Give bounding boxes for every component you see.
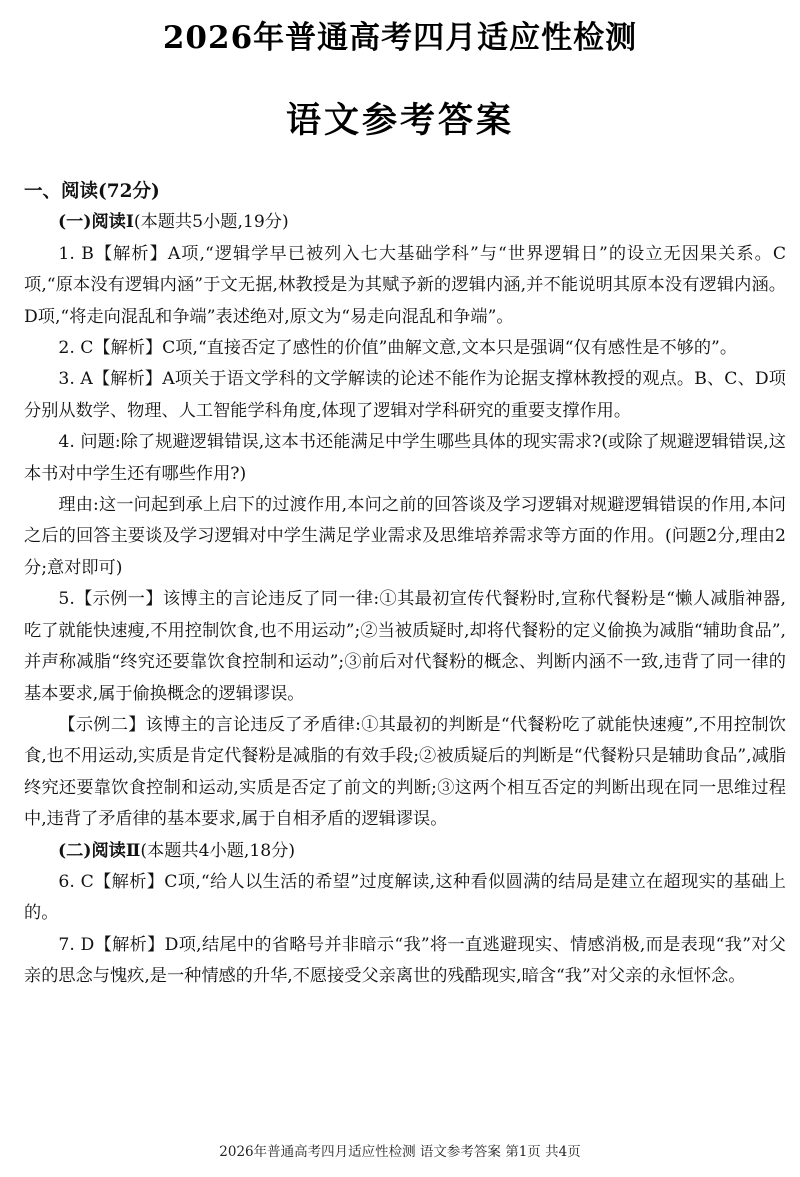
page-footer: 2026年普通高考四月适应性检测 语文参考答案 第1页 共4页 [219, 1144, 581, 1160]
subsection-reading-1-label: (一)阅读Ⅰ [58, 212, 134, 233]
document-subtitle: 语文参考答案 [285, 100, 514, 141]
answer-content [24, 176, 786, 993]
answer-q4-reason: 理由:这一问起到承上启下的过渡作用,本问之前的回答谈及学习逻辑对规避逻辑错误的作用,本问之后的回答主要谈及学习逻辑对中学生满足学业需求及思维培养需求等方面的作用。(问题2分,理由2分;意对即可) [24, 495, 786, 578]
section-heading-reading: 一、阅读(72分) [24, 181, 160, 202]
answer-q2: 2. C【解析】C项,“直接否定了感性的价值”曲解文意,文本只是强调“仅有感性是不够的”。 [58, 338, 738, 359]
answer-q5-example-1: 5.【示例一】该博主的言论违反了同一律:①其最初宣传代餐粉时,宣称代餐粉是“懒人减脂神器,吃了就能快速瘦,不用控制饮食,也不用运动”;②当被质疑时,却将代餐粉的定义偷换为减脂“辅助食品”,并声称减脂“终究还要靠饮食控制和运动”;③前后对代餐粉的概念、判断内涵不一致,违背了同一律的基本要求,属于偷换概念的逻辑谬误。 [24, 589, 786, 704]
answer-q5-example-2: 【示例二】该博主的言论违反了矛盾律:①其最初的判断是“代餐粉吃了就能快速瘦”,不用控制饮食,也不用运动,实质是肯定代餐粉是减脂的有效手段;②被质疑后的判断是“代餐粉只是辅助食品”,减脂终究还要靠饮食控制和运动,实质是否定了前文的判断;③这两个相互否定的判断出现在同一思维过程中,违背了矛盾律的基本要求,属于自相矛盾的逻辑谬误。 [24, 714, 786, 830]
answer-q7: 7. D【解析】D项,结尾中的省略号并非暗示“我”将一直逃避现实、情感消极,而是表现“我”对父亲的思念与愧疚,是一种情感的升华,不愿接受父亲离世的残酷现实,暗含“我”对父亲的永恒怀念。 [24, 934, 786, 987]
subsection-reading-2-label: (二)阅读Ⅱ [58, 840, 141, 861]
subsection-reading-1-note: (本题共5小题,19分) [133, 212, 289, 233]
subsection-reading-2-note: (本题共4小题,18分) [140, 840, 296, 861]
answer-q3: 3. A【解析】A项关于语文学科的文学解读的论述不能作为论据支撑林教授的观点。B、C、D项分别从数学、物理、人工智能学科角度,体现了逻辑对学科研究的重要支撑作用。 [24, 369, 786, 421]
exam-title: 2026年普通高考四月适应性检测 [162, 20, 638, 56]
subsection-reading-2 [24, 836, 786, 867]
subsection-reading-1 [24, 207, 786, 238]
answer-q6: 6. C【解析】C项,“给人以生活的希望”过度解读,这种看似圆满的结局是建立在超现实的基础上的。 [24, 871, 786, 924]
answer-q1: 1. B【解析】A项,“逻辑学早已被列入七大基础学科”与“世界逻辑日”的设立无因果关系。C项,“原本没有逻辑内涵”于文无据,林教授是为其赋予新的逻辑内涵,并不能说明其原本没有逻辑内涵。D项,“将走向混乱和争端”表述绝对,原文为“易走向混乱和争端”。 [24, 243, 786, 327]
answer-q4-question: 4. 问题:除了规避逻辑错误,这本书还能满足中学生哪些具体的现实需求?(或除了规避逻辑错误,这本书对中学生还有哪些作用?) [24, 432, 786, 484]
